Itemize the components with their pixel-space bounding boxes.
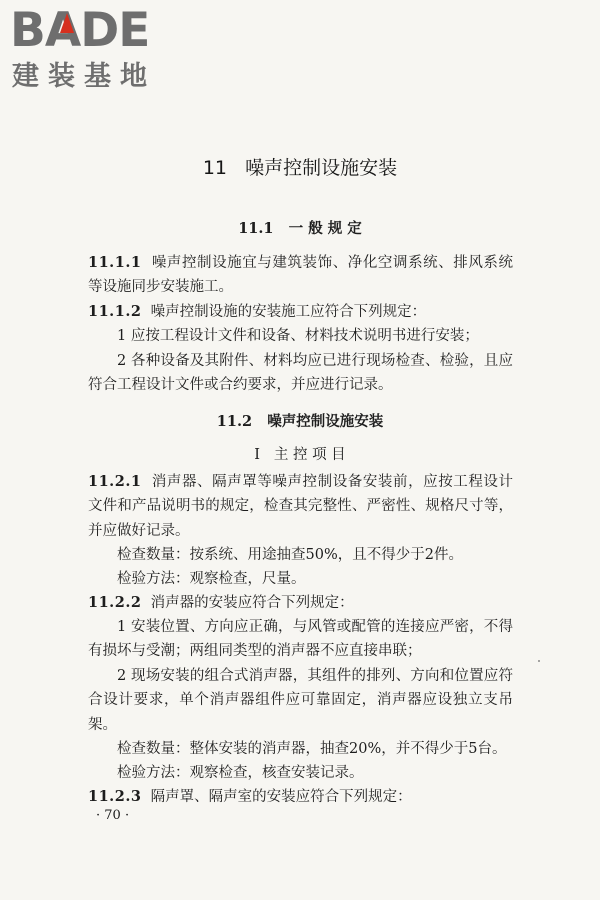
bade-logo — [10, 3, 180, 96]
clause-11-1-1 — [88, 251, 513, 300]
clause-11-2-3 — [88, 785, 513, 809]
clause-number: 11.2.1 — [88, 473, 142, 490]
clause-11-2-2 — [88, 591, 513, 615]
clause-11-2-1 — [88, 470, 513, 543]
clause-11-2-1-inspection-quantity: 检查数量：按系统、用途抽查50%，且不得少于2件。 — [117, 547, 463, 563]
clause-11-2-1-inspection-method: 检验方法：观察检查，尺量。 — [117, 571, 306, 587]
clause-11-1-2-item-2: 2 各种设备及其附件、材料均应已进行现场检查、检验，且应符合工程设计文件或合约要求，并应进行记录。 — [88, 353, 513, 394]
clause-text: 消声器、隔声罩等噪声控制设备安装前，应按工程设计文件和产品说明书的规定，检查其完整性、严密性、规格尺寸等，并应做好记录。 — [88, 474, 514, 539]
clause-text: 消声器的安装应符合下列规定： — [150, 595, 354, 611]
clause-11-2-2-inspection-method: 检验方法：观察检查，核查安装记录。 — [117, 765, 364, 781]
clause-11-1-2-item-1: 1 应按工程设计文件和设备、材料技术说明书进行安装； — [117, 328, 479, 344]
logo-accent-triangle-icon — [60, 13, 74, 33]
scan-speck — [538, 660, 540, 662]
logo-letters-de: DE — [80, 3, 150, 58]
section-title-11-2: 11.2 噪声控制设施安装 — [216, 413, 384, 430]
clause-number: 11.2.3 — [88, 788, 142, 805]
subheading-main-control-items: Ⅰ 主 控 项 目 — [254, 447, 346, 463]
clause-number: 11.2.2 — [88, 594, 142, 611]
chapter-title: 11 噪声控制设施安装 — [202, 157, 398, 179]
clause-number: 11.1.2 — [88, 303, 142, 320]
clause-text: 噪声控制设施的安装施工应符合下列规定： — [150, 304, 427, 320]
clause-11-2-2-item-1: 1 安装位置、方向应正确，与风管或配管的连接应严密，不得有损坏与受潮；两组同类型的消声器不应直接串联； — [88, 619, 513, 660]
clause-11-1-2 — [88, 300, 513, 324]
logo-subtitle: 建装基地 — [12, 61, 156, 92]
clause-11-2-2-item-2: 2 现场安装的组合式消声器，其组件的排列、方向和位置应符合设计要求，单个消声器组件应可靠固定，消声器应设独立支吊架。 — [88, 668, 513, 733]
clause-number: 11.1.1 — [88, 254, 142, 271]
section-title-11-1: 11.1 一 般 规 定 — [238, 220, 362, 237]
logo-wordmark — [10, 3, 150, 58]
clause-text: 噪声控制设施宜与建筑装饰、净化空调系统、排风系统等设施同步安装施工。 — [88, 255, 514, 296]
logo-letter-b: B — [10, 3, 45, 58]
clause-11-2-2-inspection-quantity: 检查数量：整体安装的消声器，抽查20%，并不得少于5台。 — [117, 741, 507, 757]
logo-letter-a: A — [44, 3, 81, 58]
clause-text: 隔声罩、隔声室的安装应符合下列规定： — [150, 789, 412, 805]
page-number: · 70 · — [96, 808, 130, 823]
